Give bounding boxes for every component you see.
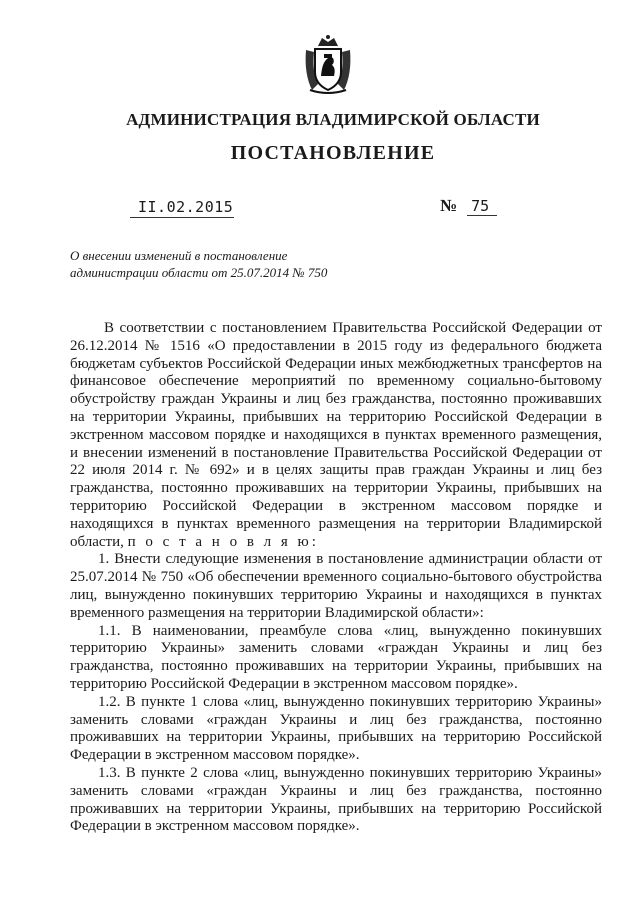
item-1-1-paragraph: 1.1. В наименовании, преамбуле слова «лиц, вынужденно покинувших территорию Украины» заменить словами «граждан Украины и лиц без гражданства, постоянно проживавших на территории Украины, прибывших на территорию Российской Федерации в экстренном массовом порядке». xyxy=(70,622,602,692)
number-label: № xyxy=(440,196,458,215)
item-1-2-paragraph: 1.2. В пункте 1 слова «лиц, вынужденно покинувших территорию Украины» заменить словами «граждан Украины и лиц без гражданства, постоянно проживавших на территории Украины, прибывших на территорию Российской Федерации в экстренном массовом порядке». xyxy=(70,693,602,764)
document-number xyxy=(440,196,497,216)
document-type-title: ПОСТАНОВЛЕНИЕ xyxy=(230,142,436,164)
organization-title: АДМИНИСТРАЦИЯ ВЛАДИМИРСКОЙ ОБЛАСТИ xyxy=(126,110,540,129)
document-subject xyxy=(70,247,327,281)
item-1-paragraph: 1. Внести следующие изменения в постановление администрации области от 25.07.2014 № 750 «Об обеспечении временного социально-бытового обустройства лиц, вынужденно покинувших территорию Украины и находящихся в пунктах временного размещения на территории Владимирской области»: xyxy=(70,551,602,621)
date-underline xyxy=(130,217,234,218)
number-value: 75 xyxy=(467,197,497,216)
preamble-text: В соответствии с постановлением Правительства Российской Федерации от 26.12.2014 № 1516 «О предоставлении в 2015 году из федерального бюджета бюджетам субъектов Российской Федерации иных межбюджетных трансфертов на финансовое обеспечение мероприятий по временному социально-бытовому обустройству граждан Украины и лиц без гражданства, постоянно проживавших на территории Украины, прибывших на территорию Российской Федерации в экстренном массовом порядке и находящихся в пунктах временного размещения, и внесении изменений в постановление Правительства Российской Федерации от 22 июля 2014 г. № 692» и в целях защиты прав граждан Украины и лиц без гражданства, постоянно проживавших на территории Украины, прибывших на территорию Российской Федерации в экстренном массовом порядке и находящихся в пунктах временного размещения на территории Владимирской области, xyxy=(70,320,602,550)
decree-word: п о с т а н о в л я ю: xyxy=(127,533,319,550)
subject-line-2: администрации области от 25.07.2014 № 750 xyxy=(70,265,328,280)
preamble-paragraph xyxy=(70,320,602,551)
subject-line-1: О внесении изменений в постановление xyxy=(70,248,288,263)
document-date: II.02.2015 xyxy=(138,198,234,216)
item-1-3-paragraph: 1.3. В пункте 2 слова «лиц, вынужденно покинувших территорию Украины» заменить словами «граждан Украины и лиц без гражданства, постоянно проживавших на территории Украины, прибывших на территорию Российской Федерации в экстренном массовом порядке». xyxy=(70,764,602,835)
document-body xyxy=(70,320,602,836)
coat-of-arms-icon xyxy=(302,34,354,96)
